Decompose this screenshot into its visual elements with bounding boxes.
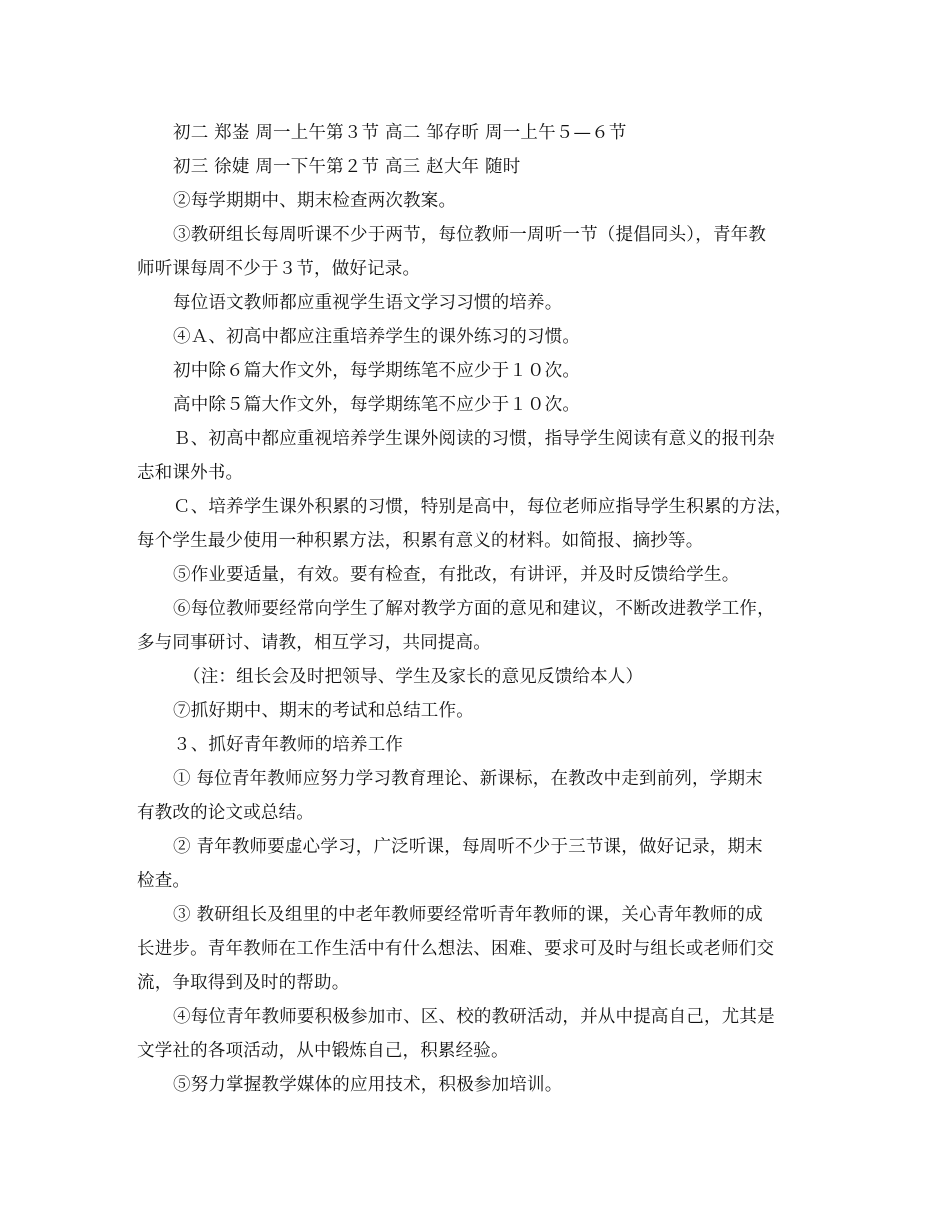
text-line: 长进步。青年教师在工作生活中有什么想法、困难、要求可及时与组长或老师们交 [137,939,775,959]
text-line: 志和课外书。 [137,463,244,483]
text-line: ③ 教研组长及组里的中老年教师要经常听青年教师的课，关心青年教师的成 [173,905,763,925]
text-line: ④每位青年教师要积极参加市、区、校的教研活动，并从中提高自己，尤其是 [173,1007,775,1027]
text-line: ③教研组长每周听课不少于两节，每位教师一周听一节（提倡同头），青年教 [173,225,767,245]
text-line: 初三 徐婕 周一下午第２节 高三 赵大年 随时 [173,157,521,177]
text-line: 文学社的各项活动，从中锻炼自己，积累经验。 [137,1041,509,1061]
text-line: 高中除５篇大作文外，每学期练笔不应少于１０次。 [173,395,581,415]
text-line: 多与同事研讨、请教，相互学习，共同提高。 [137,633,491,653]
text-line: 初中除６篇大作文外，每学期练笔不应少于１０次。 [173,361,581,381]
text-line: 有教改的论文或总结。 [137,803,314,823]
text-line: 师听课每周不少于３节，做好记录。 [137,259,421,279]
text-line: ②每学期期中、期末检查两次教案。 [173,191,457,211]
text-line: Ｃ、培养学生课外积累的习惯，特别是高中，每位老师应指导学生积累的方法， [173,497,793,517]
text-line: ⑥每位教师要经常向学生了解对教学方面的意见和建议，不断改进教学工作， [173,599,775,619]
text-line: ① 每位青年教师应努力学习教育理论、新课标，在教改中走到前列，学期末 [173,769,763,789]
text-line: ② 青年教师要虚心学习，广泛听课，每周听不少于三节课，做好记录，期末 [173,837,763,857]
text-line: （注：组长会及时把领导、学生及家长的意见反馈给本人） [183,667,644,687]
text-line: 流，争取得到及时的帮助。 [137,973,350,993]
text-line: 检查。 [137,871,191,891]
text-line: ⑤努力掌握教学媒体的应用技术，积极参加培训。 [173,1075,563,1095]
text-line: ⑤作业要适量，有效。要有检查，有批改，有讲评，并及时反馈给学生。 [173,565,740,585]
text-line: 每个学生最少使用一种积累方法，积累有意义的材料。如简报、摘抄等。 [137,531,704,551]
text-line: Ｂ、初高中都应重视培养学生课外阅读的习惯，指导学生阅读有意义的报刊杂 [173,429,775,449]
text-line: ④Ａ、初高中都应注重培养学生的课外练习的习惯。 [173,327,581,347]
text-line: ⑦抓好期中、期末的考试和总结工作。 [173,701,474,721]
text-line: 每位语文教师都应重视学生语文学习习惯的培养。 [173,293,563,313]
text-line: 初二 郑崟 周一上午第３节 高二 邹存昕 周一上午５—６节 [173,123,627,143]
text-line: ３、抓好青年教师的培养工作 [173,735,404,755]
document-body [137,116,827,1102]
